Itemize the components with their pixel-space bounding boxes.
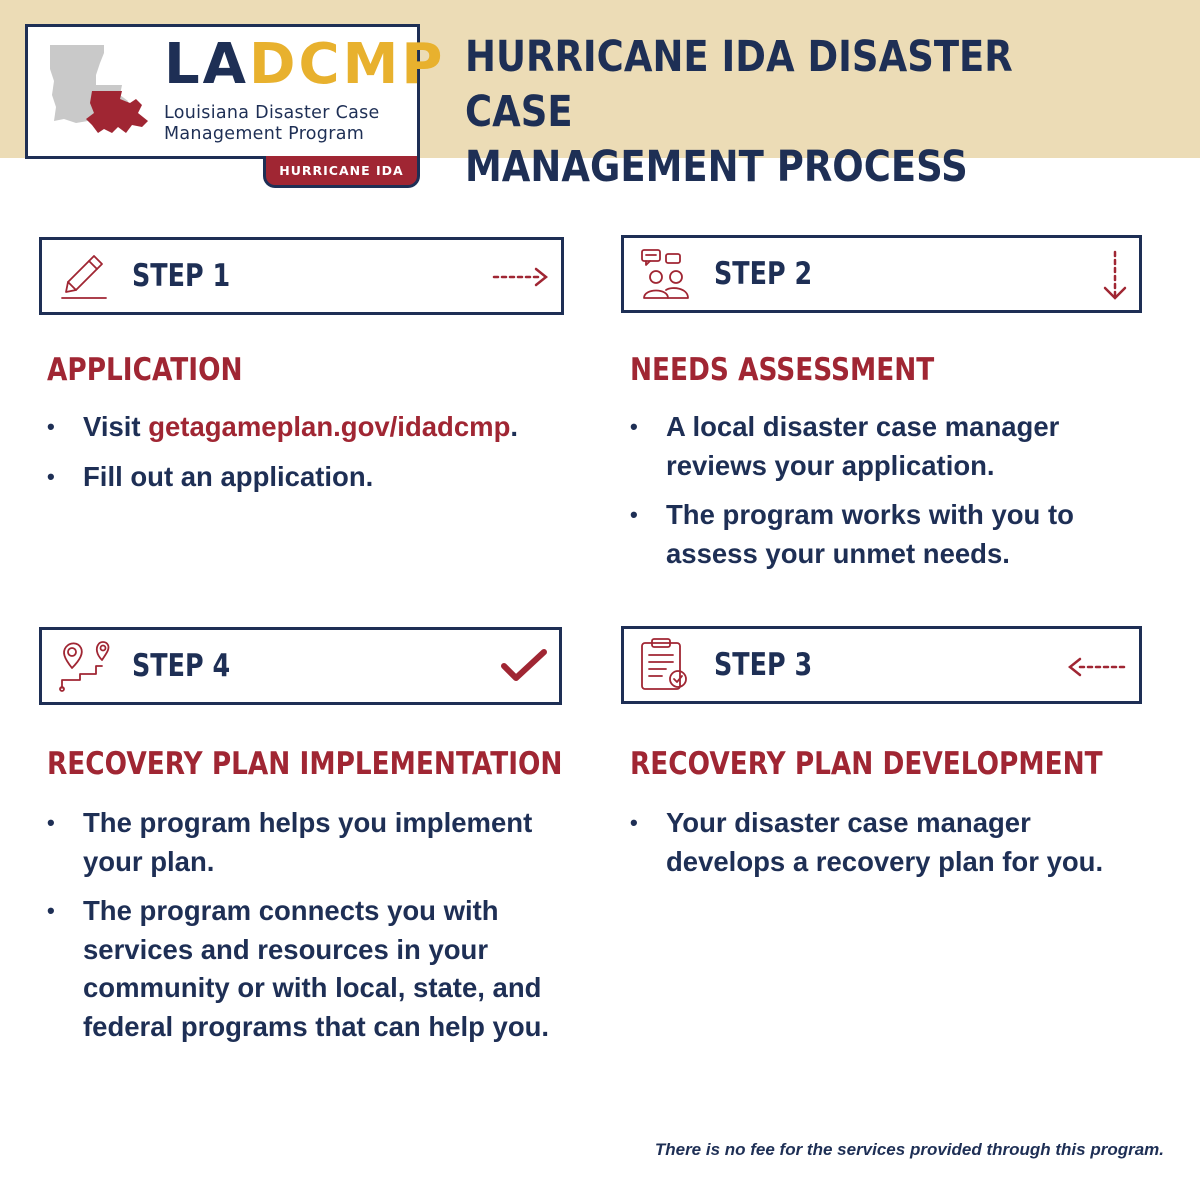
arrow-right-icon xyxy=(492,265,552,289)
step-3-bullets xyxy=(630,804,1150,892)
logo-subtitle xyxy=(164,103,380,145)
ladcmp-logo xyxy=(25,24,446,159)
list-item: • The program helps you implement your plan. xyxy=(47,804,572,881)
list-item: • The program works with you to assess your unmet needs. xyxy=(630,496,1150,573)
arrow-down-icon xyxy=(1100,250,1130,304)
list-item: • Visit getagameplan.gov/idadcmp. xyxy=(47,408,572,447)
step-4-box xyxy=(39,627,562,705)
step-4-bullets xyxy=(47,804,572,1057)
step-1-heading: APPLICATION xyxy=(47,352,243,388)
list-item: • Your disaster case manager develops a recovery plan for you. xyxy=(630,804,1150,881)
list-item: • Fill out an application. xyxy=(47,458,572,497)
step-3-box xyxy=(621,626,1142,704)
checkmark-icon xyxy=(500,648,548,684)
step-3-heading: RECOVERY PLAN DEVELOPMENT xyxy=(630,746,1103,782)
step-2-bullets xyxy=(630,408,1150,584)
clipboard-check-icon xyxy=(636,637,692,693)
step-2-box xyxy=(621,235,1142,313)
step-4-heading: RECOVERY PLAN IMPLEMENTATION xyxy=(47,746,563,782)
louisiana-map-icon xyxy=(46,41,156,141)
people-chat-icon xyxy=(638,246,694,302)
map-route-icon xyxy=(56,638,112,694)
step-1-box xyxy=(39,237,564,315)
page-title-line1: HURRICANE IDA DISASTER CASE xyxy=(465,32,1013,137)
step-2-heading: NEEDS ASSESSMENT xyxy=(630,352,935,388)
logo-tab-hurricane-ida: HURRICANE IDA xyxy=(263,156,420,188)
logo-dcmp: DCMP xyxy=(249,32,446,97)
arrow-left-icon xyxy=(1066,655,1130,679)
website-link[interactable]: getagameplan.gov/idadcmp xyxy=(148,411,511,442)
logo-wordmark xyxy=(164,33,445,97)
logo-subtitle-line2: Management Program xyxy=(164,124,365,144)
list-item: • The program connects you with services and resources in your community or with local, state, and federal programs that can help you. xyxy=(47,892,572,1046)
step-1-bullets xyxy=(47,408,572,507)
step-4-label: STEP 4 xyxy=(132,648,231,684)
page-title-line2: MANAGEMENT PROCESS xyxy=(465,142,968,192)
logo-la: LA xyxy=(164,32,250,97)
step-1-label: STEP 1 xyxy=(132,258,231,294)
step-2-label: STEP 2 xyxy=(714,256,813,292)
step-3-label: STEP 3 xyxy=(714,647,813,683)
page-title xyxy=(465,30,1084,195)
footnote: There is no fee for the services provided through this program. xyxy=(654,1140,1164,1159)
logo-subtitle-line1: Louisiana Disaster Case xyxy=(164,103,380,123)
list-item: • A local disaster case manager reviews your application. xyxy=(630,408,1150,485)
pencil-icon xyxy=(56,248,112,304)
